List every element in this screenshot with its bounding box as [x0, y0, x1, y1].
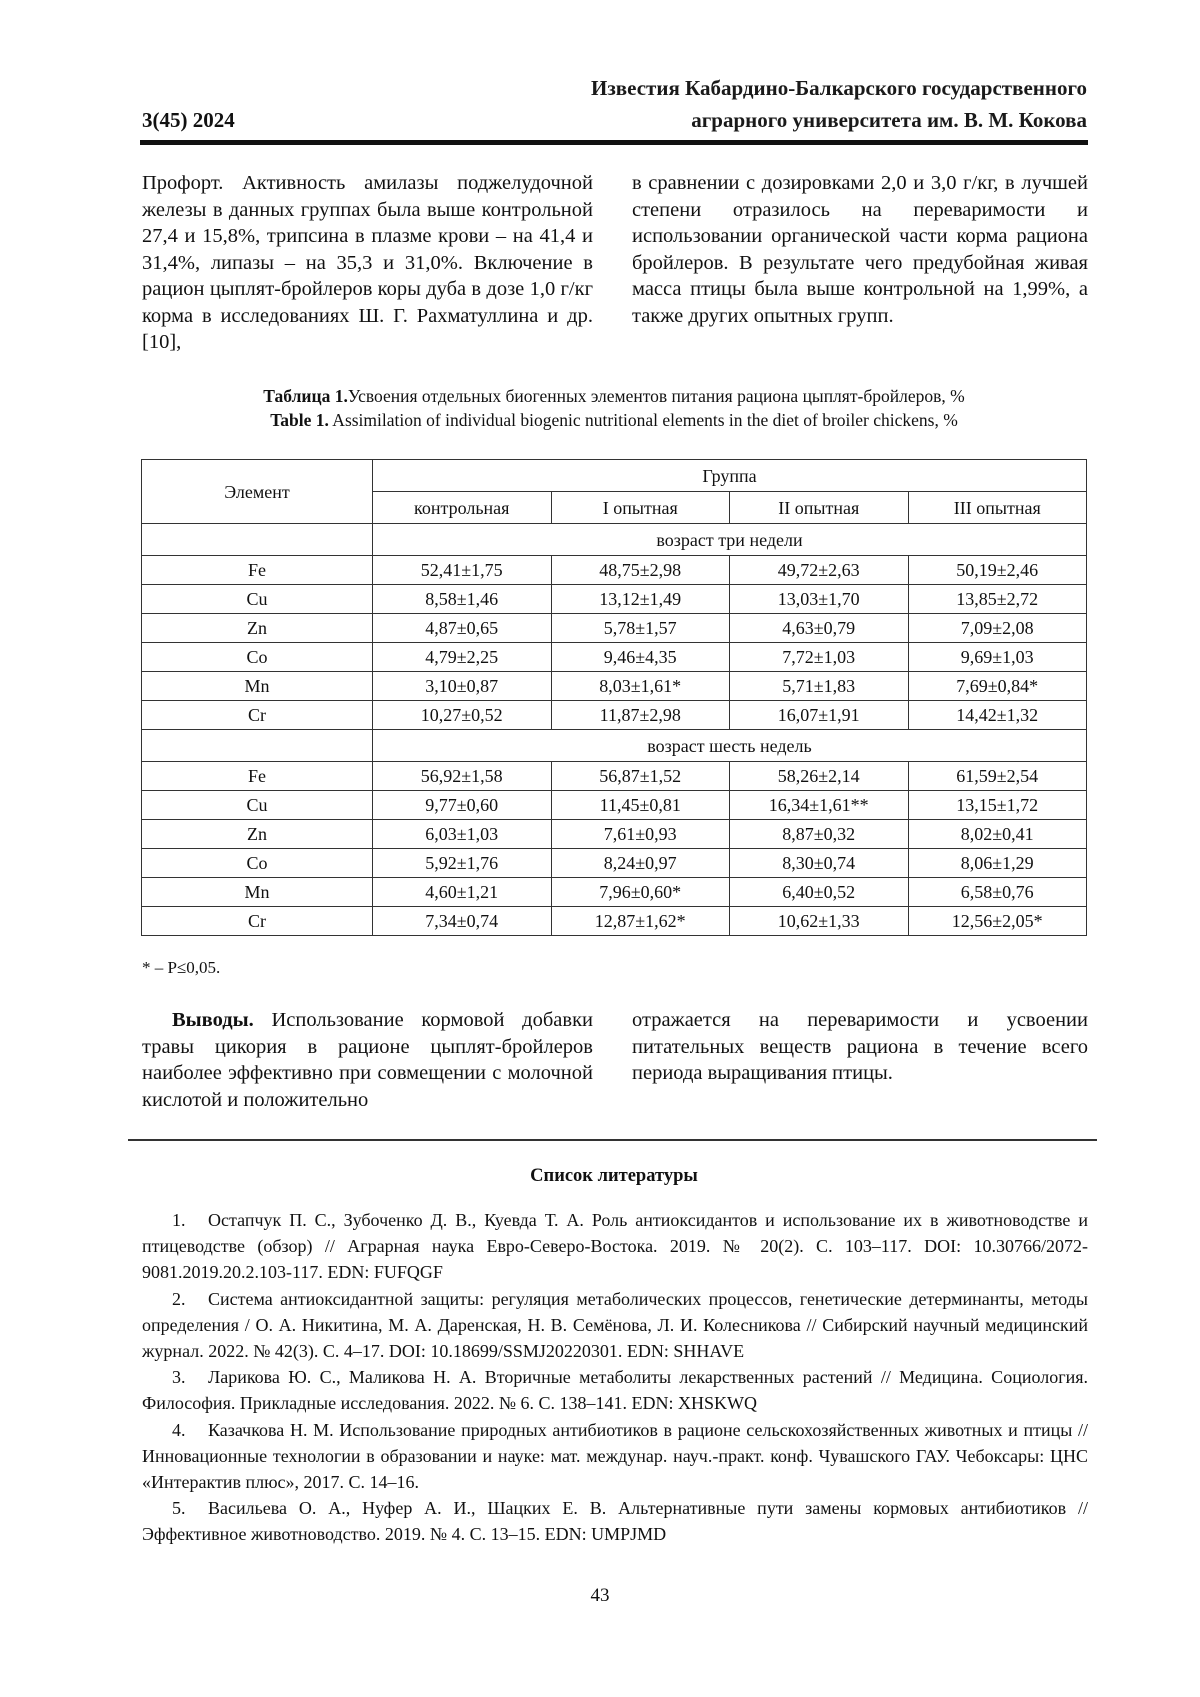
value-cell: 16,07±1,91: [729, 701, 908, 730]
conclusions-paragraph: [142, 1007, 593, 1113]
table-row: [142, 849, 1087, 878]
body-right-column: [632, 170, 1088, 329]
reference-number: 3.: [172, 1367, 186, 1388]
table-row: [142, 878, 1087, 907]
references-title: Список литературы: [530, 1166, 698, 1186]
value-cell: 58,26±2,14: [729, 762, 908, 791]
conclusions-left-column: [142, 1007, 593, 1113]
page-number: 43: [590, 1585, 610, 1606]
reference-item: [142, 1207, 1088, 1286]
element-cell: Zn: [142, 614, 373, 643]
table-caption-en: [140, 408, 1088, 432]
value-cell: 56,92±1,58: [373, 762, 552, 791]
table-row: [142, 701, 1087, 730]
element-cell: Fe: [142, 762, 373, 791]
conclusions-right-column: [632, 1007, 1088, 1087]
section-row: [142, 524, 1087, 556]
element-cell: Fe: [142, 556, 373, 585]
value-cell: 13,03±1,70: [729, 585, 908, 614]
reference-text: Васильева О. А., Нуфер А. И., Шацких Е. В. Альтернативные пути замены кормовых антибиотиков // Эффективное животноводство. 2019. № 4. С. 13–15. EDN: UMPJMD: [142, 1498, 1088, 1545]
value-cell: 61,59±2,54: [908, 762, 1087, 791]
body-paragraph: в сравнении с дозировками 2,0 и 3,0 г/кг, в лучшей степени отразилось на переваримости и использовании органической части корма рациона бройлеров. В результате чего предубойная живая масса птицы была выше контрольной на 1,99%, а также других опытных групп.: [632, 172, 1088, 327]
conclusions-text: отражается на переваримости и усвоении питательных веществ рациона в течение всего периода выращивания птицы.: [632, 1009, 1088, 1084]
reference-text: Казачкова Н. М. Использование природных антибиотиков в рационе сельскохозяйственных животных и птицы // Инновационные технологии в образовании и науке: мат. междунар. науч.-практ. конф. Чувашского ГАУ. Чебоксары: ЦНС «Интерактив плюс», 2017. С. 14–16.: [142, 1419, 1088, 1493]
value-cell: 8,06±1,29: [908, 849, 1087, 878]
journal-title: [470, 72, 1087, 136]
value-cell: 7,96±0,60*: [551, 878, 729, 907]
section-separator: [128, 1139, 1097, 1141]
element-cell: Zn: [142, 820, 373, 849]
value-cell: 6,40±0,52: [729, 878, 908, 907]
element-cell: Cu: [142, 585, 373, 614]
section-label: возраст три недели: [373, 524, 1087, 556]
caption-label: Table 1.: [270, 410, 329, 430]
value-cell: 10,27±0,52: [373, 701, 552, 730]
value-cell: 50,19±2,46: [908, 556, 1087, 585]
value-cell: 13,15±1,72: [908, 791, 1087, 820]
value-cell: 5,78±1,57: [551, 614, 729, 643]
reference-item: [142, 1364, 1088, 1416]
header-rule: [140, 140, 1088, 145]
header-group-2: II опытная: [729, 492, 908, 524]
value-cell: 13,85±2,72: [908, 585, 1087, 614]
element-cell: Cr: [142, 907, 373, 936]
table-row: [142, 762, 1087, 791]
section-empty-cell: [142, 524, 373, 556]
value-cell: 8,58±1,46: [373, 585, 552, 614]
reference-number: 4.: [172, 1419, 186, 1440]
element-cell: Mn: [142, 878, 373, 907]
reference-text: Система антиоксидантной защиты: регуляция метаболических процессов, генетические детерминанты, методы определения / О. А. Никитина, М. А. Даренская, Н. В. Семёнова, Л. И. Колесникова // Сибирский научный медицинский журнал. 2022. № 42(3). С. 4–17. DOI: 10.18699/SSMJ20220301. EDN: SHHAVE: [142, 1288, 1088, 1362]
issue-number: 3(45) 2024: [142, 108, 235, 132]
journal-title-line2: аграрного университета им. В. М. Кокова: [691, 108, 1087, 132]
conclusions-text: Использование кормовой добавки травы цикория в рационе цыплят-бройлеров наиболее эффективно при совмещении с молочной кислотой и положительно: [142, 1009, 593, 1111]
value-cell: 11,87±2,98: [551, 701, 729, 730]
table-header-row: [142, 460, 1087, 492]
value-cell: 11,45±0,81: [551, 791, 729, 820]
reference-number: 5.: [172, 1498, 186, 1519]
value-cell: 7,61±0,93: [551, 820, 729, 849]
value-cell: 8,87±0,32: [729, 820, 908, 849]
value-cell: 48,75±2,98: [551, 556, 729, 585]
value-cell: 4,60±1,21: [373, 878, 552, 907]
value-cell: 52,41±1,75: [373, 556, 552, 585]
element-cell: Cr: [142, 701, 373, 730]
reference-number: 2.: [172, 1288, 186, 1309]
value-cell: 49,72±2,63: [729, 556, 908, 585]
table-caption-ru: [140, 384, 1088, 408]
table-row: [142, 907, 1087, 936]
value-cell: 14,42±1,32: [908, 701, 1087, 730]
references-list: [142, 1207, 1088, 1548]
assimilation-table: [141, 459, 1087, 936]
reference-text: Остапчук П. С., Зубоченко Д. В., Куевда Т. А. Роль антиоксидантов и использование их в животноводстве и птицеводстве (обзор) // Аграрная наука Евро-Северо-Востока. 2019. № 20(2). С. 103–117. DOI: 10.30766/2072-9081.2019.20.2.103-117. EDN: FUFQGF: [142, 1210, 1088, 1283]
value-cell: 3,10±0,87: [373, 672, 552, 701]
header-group-3: III опытная: [908, 492, 1087, 524]
value-cell: 56,87±1,52: [551, 762, 729, 791]
section-empty-cell: [142, 730, 373, 762]
element-cell: Co: [142, 849, 373, 878]
table-row: [142, 672, 1087, 701]
value-cell: 16,34±1,61**: [729, 791, 908, 820]
table-row: [142, 614, 1087, 643]
value-cell: 8,24±0,97: [551, 849, 729, 878]
table-row: [142, 643, 1087, 672]
reference-item: [142, 1495, 1088, 1547]
body-left-column: [142, 170, 593, 356]
reference-item: [142, 1286, 1088, 1365]
value-cell: 6,58±0,76: [908, 878, 1087, 907]
value-cell: 4,63±0,79: [729, 614, 908, 643]
caption-text: Assimilation of individual biogenic nutritional elements in the diet of broiler chickens, %: [328, 410, 958, 430]
value-cell: 8,02±0,41: [908, 820, 1087, 849]
table-footnote: * – P≤0,05.: [142, 958, 221, 977]
value-cell: 7,09±2,08: [908, 614, 1087, 643]
value-cell: 7,72±1,03: [729, 643, 908, 672]
reference-item: [142, 1417, 1088, 1496]
header-group: Группа: [373, 460, 1087, 492]
section-label: возраст шесть недель: [373, 730, 1087, 762]
table-row: [142, 820, 1087, 849]
element-cell: Co: [142, 643, 373, 672]
value-cell: 8,03±1,61*: [551, 672, 729, 701]
header-group-control: контрольная: [373, 492, 552, 524]
value-cell: 5,92±1,76: [373, 849, 552, 878]
value-cell: 12,56±2,05*: [908, 907, 1087, 936]
value-cell: 13,12±1,49: [551, 585, 729, 614]
value-cell: 7,69±0,84*: [908, 672, 1087, 701]
conclusions-label: Выводы.: [172, 1009, 254, 1031]
value-cell: 12,87±1,62*: [551, 907, 729, 936]
value-cell: 9,46±4,35: [551, 643, 729, 672]
value-cell: 9,77±0,60: [373, 791, 552, 820]
value-cell: 4,79±2,25: [373, 643, 552, 672]
value-cell: 7,34±0,74: [373, 907, 552, 936]
caption-label: Таблица 1.: [263, 386, 348, 406]
value-cell: 6,03±1,03: [373, 820, 552, 849]
table-row: [142, 556, 1087, 585]
value-cell: 9,69±1,03: [908, 643, 1087, 672]
caption-text: Усвоения отдельных биогенных элементов питания рациона цыплят-бройлеров, %: [347, 386, 965, 406]
header-element: Элемент: [142, 460, 373, 524]
value-cell: 8,30±0,74: [729, 849, 908, 878]
table-row: [142, 791, 1087, 820]
value-cell: 4,87±0,65: [373, 614, 552, 643]
value-cell: 5,71±1,83: [729, 672, 908, 701]
journal-title-line1: Известия Кабардино-Балкарского государственного: [591, 76, 1087, 100]
value-cell: 10,62±1,33: [729, 907, 908, 936]
reference-number: 1.: [172, 1210, 186, 1230]
section-row: [142, 730, 1087, 762]
reference-text: Ларикова Ю. С., Маликова Н. А. Вторичные метаболиты лекарственных растений // Медицина. Социология. Философия. Прикладные исследования. 2022. № 6. С. 138–141. EDN: XHSKWQ: [142, 1367, 1088, 1414]
header-group-1: I опытная: [551, 492, 729, 524]
body-paragraph: Профорт. Активность амилазы поджелудочной железы в данных группах была выше контрольной 27,4 и 15,8%, трипсина в плазме крови – на 41,4 и 31,4%, липазы – на 35,3 и 31,0%. Включение в рацион цыплят-бройлеров коры дуба в дозе 1,0 г/кг корма в исследованиях Ш. Г. Рахматуллина и др. [10],: [142, 172, 593, 353]
table-row: [142, 585, 1087, 614]
element-cell: Cu: [142, 791, 373, 820]
element-cell: Mn: [142, 672, 373, 701]
